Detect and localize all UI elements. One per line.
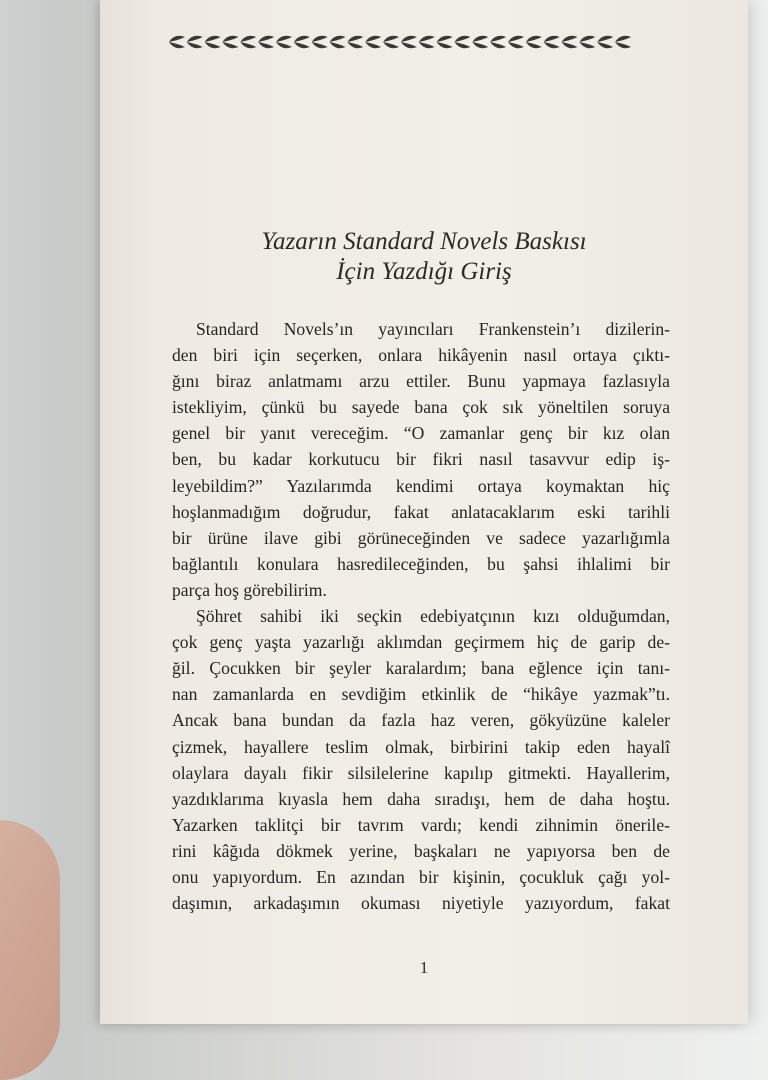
ornament-leaf [401,36,417,48]
ornament-leaf [526,36,542,48]
ornament-leaf [437,36,453,48]
text-line: hoşlanmadığım doğrudur, fakat anlatacaklarım eski tarihli [172,501,670,522]
text-line: onu yapıyordum. En azından bir kişinin, çocukluk çağı yol- [172,866,670,887]
text-line: Şöhret sahibi iki seçkin edebiyatçının kızı olduğumdan, [196,606,670,627]
chapter-title-line-2: İçin Yazdığı Giriş [336,258,512,285]
text-line: genel bir yanıt vereceğim. “O zamanlar genç bir kız olan [172,423,670,444]
ornament-leaf [472,36,488,48]
text-line: Yazarken taklitçi bir tavrım vardı; kendi zihnimin önerile- [172,814,670,835]
ornament-leaf [187,36,203,48]
ornament-leaf [419,36,435,48]
text-line: bir ürüne ilave gibi görüneceğinden ve sadece yazarlığımla [172,527,670,548]
ornament-leaf [579,36,595,48]
ornament-leaf [205,36,221,48]
text-line: olaylara dayalı fikir silsilelerine kapılıp gitmekti. Hayallerim, [172,762,670,783]
text-line: ğını biraz anlatmamı arzu ettiler. Bunu yapmaya fazlasıyla [172,371,670,392]
body-text [172,316,670,916]
text-line: Standard Novels’ın yayıncıları Frankenstein’ı dizilerin- [196,319,670,339]
book-page [100,0,748,1024]
chapter-title-line-1: Yazarın Standard Novels Baskısı [261,228,587,255]
ornament-leaf [508,36,524,48]
ornament-leaf [365,36,381,48]
finger [0,820,60,1080]
ornament-leaf [258,36,274,48]
ornament-leaf [562,36,578,48]
text-line: çizmek, hayallere teslim olmak, birbirini takip eden hayalî [172,736,670,757]
text-line: bağlantılı konulara hasredileceğinden, bu şahsi ihlalimi bir [172,553,670,574]
ornament-leaf [490,36,506,48]
text-line: çok genç yaşta yazarlığı aklımdan geçirmem hiç de garip de- [172,632,670,653]
text-line: istekliyim, çünkü bu sayede bana çok sık yöneltilen soruya [172,397,670,418]
ornament-leaf [240,36,256,48]
ornament-leaf [294,36,310,48]
ornament-leaf [383,36,399,48]
ornament-border [168,28,632,56]
ornament-leaf [330,36,346,48]
ornament-leaf [615,36,631,48]
page-number: 1 [419,958,429,977]
text-line: parça hoş görebilirim. [172,579,327,600]
text-line: rini kâğıda dökmek yerine, başkaları ne yapıyorsa ben de [172,840,670,861]
ornament-leaf [222,36,238,48]
ornament-leaf [597,36,613,48]
text-line: den biri için seçerken, onlara hikâyenin nasıl ortaya çıktı- [172,345,670,366]
text-line: leyebildim?” Yazılarımda kendimi ortaya koymaktan hiç [172,475,670,496]
ornament-leaf [544,36,560,48]
text-line: daşımın, arkadaşımın okuması niyetiyle yazıyordum, fakat [172,893,670,914]
ornament-leaf [347,36,363,48]
ornament-leaf [312,36,328,48]
ornament-leaf [276,36,292,48]
text-line: Ancak bana bundan da fazla haz veren, gökyüzüne kaleler [172,710,670,731]
ornament-leaf [169,36,185,48]
ornament-leaf [454,36,470,48]
text-line: nan zamanlarda en sevdiğim etkinlik de “hikâye yazmak”tı. [172,684,670,705]
text-line: ben, bu kadar korkutucu bir fikri nasıl tasavvur edip iş- [172,449,670,470]
text-line: ğil. Çocukken bir şeyler karalardım; bana eğlence için tanı- [172,658,670,679]
text-line: yazdıklarıma kıyasla hem daha sıradışı, hem de daha hoştu. [172,788,670,809]
